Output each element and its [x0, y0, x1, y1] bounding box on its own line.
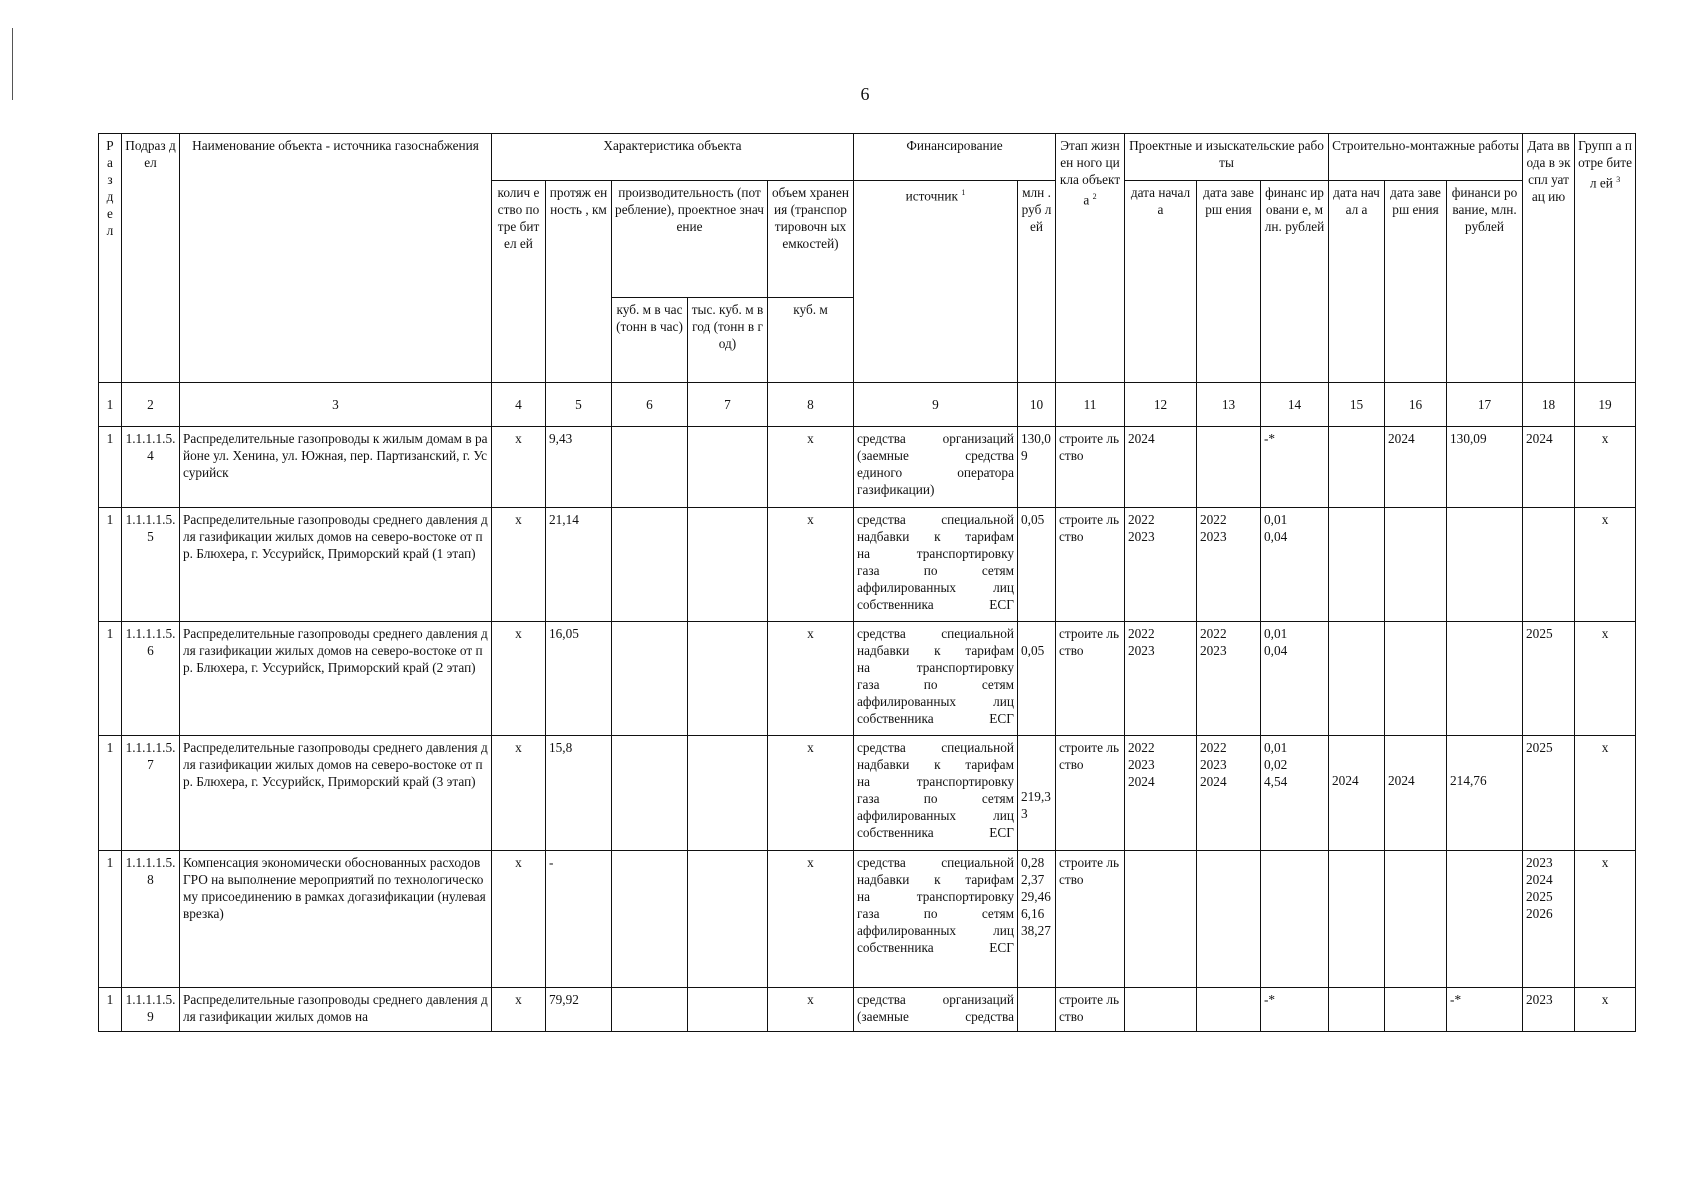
cell-consumers: х — [492, 736, 546, 851]
cell-razdel: 1 — [99, 508, 122, 622]
source-line: средства организаций — [857, 992, 1014, 1007]
cell-constr-fin: -* — [1447, 988, 1523, 1032]
source-line: газа по сетям — [857, 791, 1014, 806]
cell-consumers: х — [492, 851, 546, 988]
cell-consumer-group: х — [1575, 736, 1636, 851]
cell-consumer-group: х — [1575, 851, 1636, 988]
cell-mln — [1018, 988, 1056, 1032]
cell-consumer-group: х — [1575, 622, 1636, 736]
cell-cap-hour — [612, 736, 688, 851]
cell-mln: 0,05 — [1018, 622, 1056, 736]
cell-design-start: 2022 2023 2024 — [1125, 736, 1197, 851]
cell-podrazdel: 1.1.1.1.5.5 — [122, 508, 180, 622]
cell-design-fin: -* — [1261, 427, 1329, 508]
cell-razdel: 1 — [99, 851, 122, 988]
cell-commission: 2023 2024 2025 2026 — [1523, 851, 1575, 988]
cell-constr-end: 2024 — [1385, 736, 1447, 851]
source-line: собственника ЕСГ — [857, 597, 1014, 612]
header-mln: млн . руб лей — [1018, 181, 1056, 383]
header-constr-start: дата начал а — [1329, 181, 1385, 383]
cell-object-name: Распределительные газопроводы среднего давления для газификации жилых домов на северо-востоке от пр. Блюхера, г. Уссурийск, Приморский край (2 этап) — [180, 622, 492, 736]
source-line: газа по сетям — [857, 677, 1014, 692]
cell-object-name: Компенсация экономически обоснованных расходов ГРО на выполнение мероприятий по технологическому присоединению в рамках догазификации (нулевая врезка) — [180, 851, 492, 988]
cell-design-fin: -* — [1261, 988, 1329, 1032]
cell-design-fin: 0,01 0,04 — [1261, 508, 1329, 622]
column-number: 11 — [1056, 383, 1125, 427]
cell-design-start: 2024 — [1125, 427, 1197, 508]
source-line: собственника ЕСГ — [857, 711, 1014, 726]
source-line: (заемные средства — [857, 1009, 1014, 1024]
cell-cap-hour — [612, 508, 688, 622]
table-row — [99, 736, 1636, 851]
cell-consumers: х — [492, 427, 546, 508]
column-number: 5 — [546, 383, 612, 427]
cell-design-end: 2022 2023 2024 — [1197, 736, 1261, 851]
cell-mln: 130,09 — [1018, 427, 1056, 508]
column-number: 14 — [1261, 383, 1329, 427]
cell-source — [854, 736, 1018, 851]
source-line: средства специальной — [857, 855, 1014, 870]
cell-storage: х — [768, 736, 854, 851]
cell-storage: х — [768, 622, 854, 736]
cell-length: 16,05 — [546, 622, 612, 736]
cell-design-end: 2022 2023 — [1197, 622, 1261, 736]
cell-razdel: 1 — [99, 736, 122, 851]
column-number: 3 — [180, 383, 492, 427]
cell-cap-hour — [612, 988, 688, 1032]
cell-cap-year — [688, 988, 768, 1032]
column-number: 10 — [1018, 383, 1056, 427]
cell-razdel: 1 — [99, 622, 122, 736]
header-cap-hour: куб. м в час (тонн в час) — [612, 298, 688, 383]
cell-cap-hour — [612, 622, 688, 736]
header-constr-end: дата заверш ения — [1385, 181, 1447, 383]
cell-cap-hour — [612, 851, 688, 988]
table-row — [99, 508, 1636, 622]
header-design: Проектные и изыскательские работы — [1125, 134, 1329, 181]
header-commission: Дата ввода в экспл уатац ию — [1523, 134, 1575, 383]
header-capacity: производительность (потребление), проектное значение — [612, 181, 768, 298]
razdel-letter: е — [107, 206, 113, 221]
cell-mln: 0,05 — [1018, 508, 1056, 622]
header-storage: объем хранения (транспор тировочн ых емкостей) — [768, 181, 854, 298]
cell-object-name: Распределительные газопроводы среднего давления для газификации жилых домов на северо-востоке от пр. Блюхера, г. Уссурийск, Приморский край (1 этап) — [180, 508, 492, 622]
cell-length: 9,43 — [546, 427, 612, 508]
cell-constr-start: 2024 — [1329, 736, 1385, 851]
cell-constr-start — [1329, 508, 1385, 622]
source-line: надбавки к тарифам — [857, 757, 1014, 772]
source-line: средства организаций — [857, 431, 1014, 446]
header-design-start: дата начала — [1125, 181, 1197, 383]
header-characteristics: Характеристика объекта — [492, 134, 854, 181]
cell-object-name: Распределительные газопроводы к жилым домам в районе ул. Хенина, ул. Южная, пер. Партизанский, г. Уссурийск — [180, 427, 492, 508]
header-constr-fin: финанси рование, млн. рублей — [1447, 181, 1523, 383]
cell-commission: 2023 — [1523, 988, 1575, 1032]
cell-mln: 0,28 2,37 29,46 6,16 38,27 — [1018, 851, 1056, 988]
column-number: 16 — [1385, 383, 1447, 427]
cell-source — [854, 508, 1018, 622]
source-line: единого оператора — [857, 465, 1014, 480]
cell-podrazdel: 1.1.1.1.5.4 — [122, 427, 180, 508]
column-number: 9 — [854, 383, 1018, 427]
column-number: 2 — [122, 383, 180, 427]
cell-design-end — [1197, 851, 1261, 988]
cell-commission: 2025 — [1523, 736, 1575, 851]
source-line: аффилированных лиц — [857, 694, 1014, 709]
source-line: аффилированных лиц — [857, 923, 1014, 938]
cell-constr-start — [1329, 622, 1385, 736]
cell-constr-end — [1385, 988, 1447, 1032]
header-construction: Строительно-монтажные работы — [1329, 134, 1523, 181]
cell-length: 15,8 — [546, 736, 612, 851]
header-storage-unit: куб. м — [768, 298, 854, 383]
cell-stage: строите льство — [1056, 427, 1125, 508]
source-line: надбавки к тарифам — [857, 872, 1014, 887]
cell-design-start — [1125, 851, 1197, 988]
cell-storage: х — [768, 851, 854, 988]
cell-podrazdel: 1.1.1.1.5.8 — [122, 851, 180, 988]
cell-constr-fin: 130,09 — [1447, 427, 1523, 508]
cell-source — [854, 622, 1018, 736]
header-financing: Финансирование — [854, 134, 1056, 181]
source-line: аффилированных лиц — [857, 808, 1014, 823]
source-line: на транспортировку — [857, 660, 1014, 675]
table-row — [99, 427, 1636, 508]
source-line: средства специальной — [857, 626, 1014, 641]
cell-object-name: Распределительные газопроводы среднего давления для газификации жилых домов на северо-востоке от пр. Блюхера, г. Уссурийск, Приморский край (3 этап) — [180, 736, 492, 851]
cell-storage: х — [768, 988, 854, 1032]
source-line: собственника ЕСГ — [857, 825, 1014, 840]
cell-stage: строите льство — [1056, 988, 1125, 1032]
header-group: Групп а потре бител ей $^3$ — [1575, 134, 1636, 383]
source-line: газа по сетям — [857, 906, 1014, 921]
cell-design-start: 2022 2023 — [1125, 622, 1197, 736]
source-line: средства специальной — [857, 512, 1014, 527]
cell-length: 79,92 — [546, 988, 612, 1032]
cell-razdel: 1 — [99, 427, 122, 508]
cell-constr-end — [1385, 622, 1447, 736]
column-number: 6 — [612, 383, 688, 427]
cell-source — [854, 851, 1018, 988]
razdel-letter: Р — [106, 138, 114, 153]
header-stage: Этап жизнен ного цикла объекта $^2$ — [1056, 134, 1125, 383]
table-header — [99, 134, 1636, 427]
source-line: средства специальной — [857, 740, 1014, 755]
gas-supply-objects-table — [98, 133, 1636, 1032]
cell-design-fin: 0,01 0,02 4,54 — [1261, 736, 1329, 851]
cell-razdel: 1 — [99, 988, 122, 1032]
header-razdel — [99, 134, 122, 383]
cell-cap-year — [688, 622, 768, 736]
cell-design-end — [1197, 427, 1261, 508]
table-body — [99, 427, 1636, 1032]
cell-stage: строите льство — [1056, 851, 1125, 988]
cell-length: - — [546, 851, 612, 988]
cell-design-start — [1125, 988, 1197, 1032]
razdel-letter: з — [107, 172, 113, 187]
header-length: протяж енность , км — [546, 181, 612, 383]
table-row — [99, 988, 1636, 1032]
cell-constr-fin: 214,76 — [1447, 736, 1523, 851]
column-number: 7 — [688, 383, 768, 427]
column-number: 12 — [1125, 383, 1197, 427]
cell-cap-year — [688, 851, 768, 988]
column-number: 8 — [768, 383, 854, 427]
cell-source — [854, 988, 1018, 1032]
cell-storage: х — [768, 508, 854, 622]
cell-design-end — [1197, 988, 1261, 1032]
source-line: газификации) — [857, 482, 935, 497]
cell-constr-end: 2024 — [1385, 427, 1447, 508]
cell-consumers: х — [492, 622, 546, 736]
header-source: источник $^1$ — [854, 181, 1018, 383]
cell-cap-year — [688, 736, 768, 851]
source-line: (заемные средства — [857, 448, 1014, 463]
cell-cap-hour — [612, 427, 688, 508]
cell-consumers: х — [492, 508, 546, 622]
cell-design-fin: 0,01 0,04 — [1261, 622, 1329, 736]
cell-stage: строите льство — [1056, 736, 1125, 851]
source-line: аффилированных лиц — [857, 580, 1014, 595]
cell-constr-fin — [1447, 508, 1523, 622]
razdel-letter: л — [106, 223, 114, 238]
column-number: 15 — [1329, 383, 1385, 427]
cell-storage: х — [768, 427, 854, 508]
cell-commission: 2024 — [1523, 427, 1575, 508]
cell-cap-year — [688, 508, 768, 622]
source-line: надбавки к тарифам — [857, 529, 1014, 544]
cell-cap-year — [688, 427, 768, 508]
table-row — [99, 622, 1636, 736]
column-number: 17 — [1447, 383, 1523, 427]
source-line: газа по сетям — [857, 563, 1014, 578]
page-number: 6 — [860, 84, 870, 104]
cell-constr-start — [1329, 988, 1385, 1032]
source-line: на транспортировку — [857, 889, 1014, 904]
cell-constr-end — [1385, 851, 1447, 988]
cell-design-end: 2022 2023 — [1197, 508, 1261, 622]
cell-consumer-group: х — [1575, 508, 1636, 622]
cell-consumer-group: х — [1575, 427, 1636, 508]
cell-stage: строите льство — [1056, 622, 1125, 736]
header-podrazdel: Подраз дел — [122, 134, 180, 383]
cell-design-start: 2022 2023 — [1125, 508, 1197, 622]
cell-constr-start — [1329, 851, 1385, 988]
razdel-letter: д — [106, 189, 114, 204]
cell-commission — [1523, 508, 1575, 622]
header-design-fin: финанс ировани е, млн. рублей — [1261, 181, 1329, 383]
column-number: 4 — [492, 383, 546, 427]
cell-podrazdel: 1.1.1.1.5.6 — [122, 622, 180, 736]
cell-consumers: х — [492, 988, 546, 1032]
cell-length: 21,14 — [546, 508, 612, 622]
cell-object-name: Распределительные газопроводы среднего давления для газификации жилых домов на — [180, 988, 492, 1032]
razdel-letter: а — [107, 155, 113, 170]
cell-constr-fin — [1447, 622, 1523, 736]
header-consumers: колич ество потре бител ей — [492, 181, 546, 383]
cell-mln: 219,33 — [1018, 736, 1056, 851]
table-row — [99, 851, 1636, 988]
cell-constr-end — [1385, 508, 1447, 622]
header-design-end: дата заверш ения — [1197, 181, 1261, 383]
header-cap-year: тыс. куб. м в год (тонн в год) — [688, 298, 768, 383]
column-number: 1 — [99, 383, 122, 427]
source-line: на транспортировку — [857, 546, 1014, 561]
column-number: 18 — [1523, 383, 1575, 427]
cell-consumer-group: х — [1575, 988, 1636, 1032]
column-numbers-row — [99, 383, 1636, 427]
cell-constr-fin — [1447, 851, 1523, 988]
cell-stage: строите льство — [1056, 508, 1125, 622]
cell-source — [854, 427, 1018, 508]
header-name: Наименование объекта - источника газоснабжения — [180, 134, 492, 383]
source-line: надбавки к тарифам — [857, 643, 1014, 658]
cell-podrazdel: 1.1.1.1.5.7 — [122, 736, 180, 851]
source-line: собственника ЕСГ — [857, 940, 1014, 955]
column-number: 19 — [1575, 383, 1636, 427]
cell-design-fin — [1261, 851, 1329, 988]
cell-podrazdel: 1.1.1.1.5.9 — [122, 988, 180, 1032]
cell-commission: 2025 — [1523, 622, 1575, 736]
column-number: 13 — [1197, 383, 1261, 427]
source-line: на транспортировку — [857, 774, 1014, 789]
cell-constr-start — [1329, 427, 1385, 508]
